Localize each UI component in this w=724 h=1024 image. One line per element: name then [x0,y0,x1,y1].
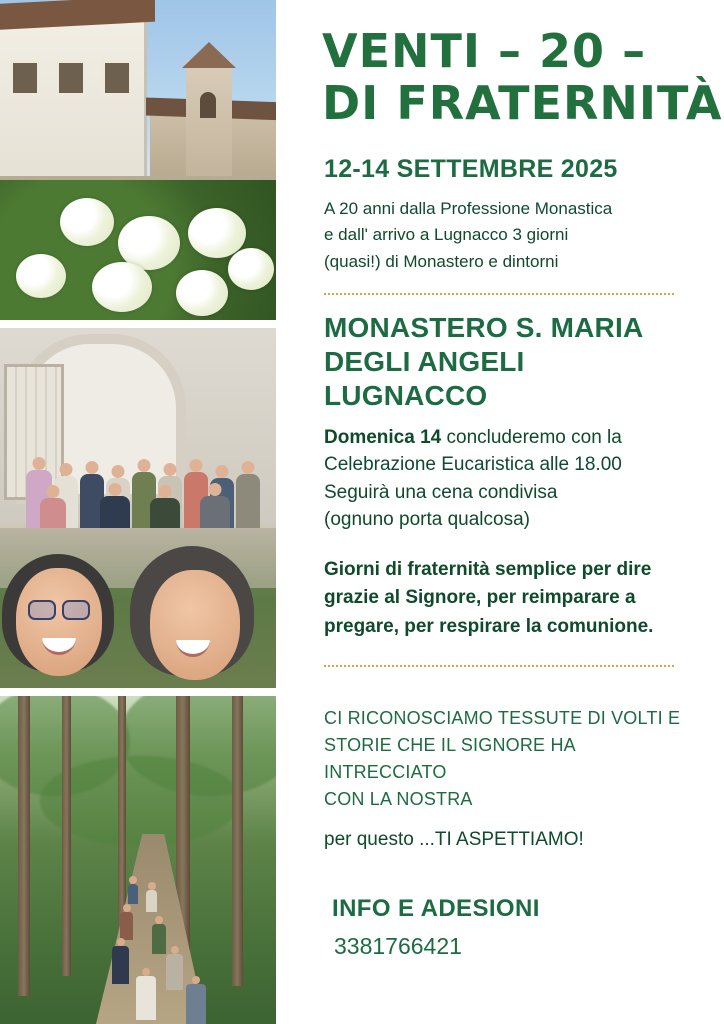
event-lead-text [324,196,684,275]
venue-name [324,311,694,413]
walker [166,954,183,990]
program-line-4: (ognuno porta qualcosa) [324,509,530,531]
program-line-1-rest: concluderemo con la [441,426,622,448]
quote-line-1: CI RICONOSCIAMO TESSUTE DI VOLTI E [324,708,681,729]
description-text [324,556,692,642]
content-column [300,0,723,1024]
divider-bottom [324,665,674,667]
lead-line-3: (quasi!) di Monastero e dintorni [324,251,559,271]
description-line-2: grazie al Signore, per reimparare a [324,587,636,609]
tree-trunk [18,696,30,996]
event-dates: 12-14 SETTEMBRE 2025 [324,155,618,184]
walker [120,912,133,940]
photo-forest-path [0,696,276,1024]
walker [186,984,206,1024]
hydrangea-bloom [92,262,152,312]
hydrangea-bloom [176,270,228,316]
window-2 [56,60,86,96]
walker [146,890,157,912]
program-line-3: Seguirà una cena condivisa [324,481,558,503]
hydrangea-bloom [16,254,66,298]
invitation-text: per questo ...TI ASPETTIAMO! [324,829,584,851]
quote-line-3: CON LA NOSTRA [324,789,473,810]
photo-column [0,0,276,1024]
bell-tower-roof [182,42,236,68]
walker [136,976,156,1020]
info-heading: INFO E ADESIONI [332,895,540,923]
glasses-icon [28,600,86,616]
program-day: Domenica 14 [324,426,442,448]
face-right [150,570,240,680]
poster-title [322,24,723,130]
program-line-2: Celebrazione Eucaristica alle 18.00 [324,454,622,476]
venue-line-2: DEGLI ANGELI LUGNACCO [324,346,525,412]
description-line-1: Giorni di fraternità semplice per dire [324,558,652,580]
tree-trunk [232,696,243,986]
walker [152,924,166,954]
quote-text [324,705,692,813]
tree-trunk [62,696,71,976]
face-left [16,568,102,676]
program-text [324,424,692,534]
window-1 [10,60,40,96]
window-3 [102,60,132,96]
walker [128,884,138,904]
quote-line-2: STORIE CHE IL SIGNORE HA INTRECCIATO [324,735,575,783]
bell-tower-window [200,92,216,118]
photo-group-and-selfie [0,328,276,688]
title-line-2: DI FRATERNITÀ [322,75,723,130]
lead-line-2: e dall' arrivo a Lugnacco 3 giorni [324,225,569,245]
walker [112,946,129,984]
hydrangea-bloom [60,198,114,246]
contact-phone[interactable]: 3381766421 [334,933,462,960]
lead-line-1: A 20 anni dalla Professione Monastica [324,199,613,219]
selfie-two-women [0,528,276,688]
hydrangea-bloom [228,248,274,290]
program-line-1 [324,424,692,452]
venue-line-1: MONASTERO S. MARIA [324,312,644,344]
description-line-3: pregare, per respirare la comunione. [324,615,654,637]
photo-monastery-courtyard [0,0,276,320]
divider-top [324,293,674,295]
title-line-1: VENTI – 20 – [322,24,647,78]
